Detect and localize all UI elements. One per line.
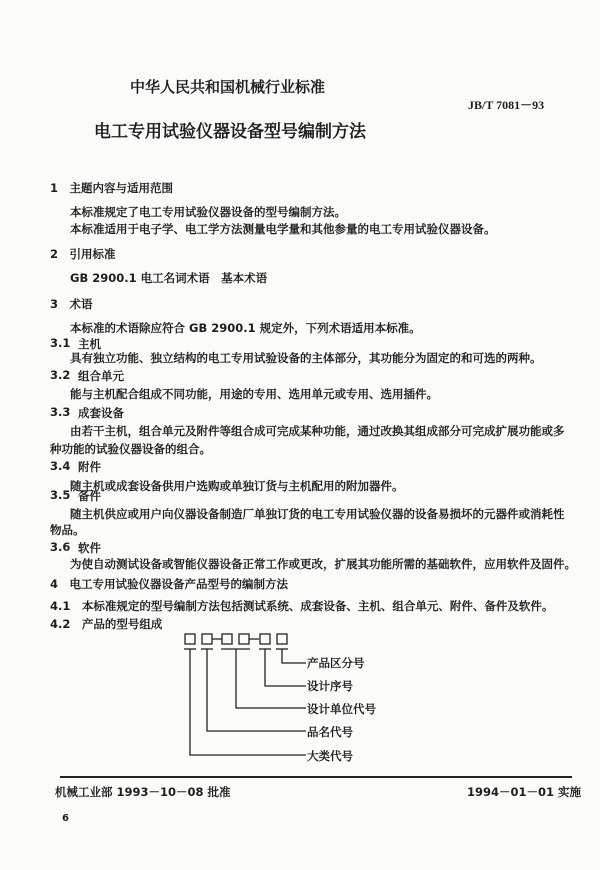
term-name: 备件 <box>78 489 101 503</box>
diagram-label: 设计单位代号 <box>307 702 376 716</box>
term-number: 3.2 <box>50 368 71 382</box>
diagram-label: 产品区分号 <box>307 656 365 670</box>
diagram-label: 大类代号 <box>307 749 353 763</box>
term-name: 成套设备 <box>78 406 124 420</box>
section-heading: 1 主题内容与适用范围 <box>50 181 174 195</box>
term-name: 组合单元 <box>78 369 124 383</box>
paragraph: GB 2900.1 电工名词术语 基本术语 <box>70 271 268 285</box>
approval-date: 机械工业部 1993－10－08 批准 <box>55 785 231 799</box>
term-text: 随主机或成套设备供用户选购或单独订货与主机配用的附加器件。 <box>70 479 404 493</box>
issuing-body: 中华人民共和国机械行业标准 <box>130 78 326 96</box>
term-number: 3.3 <box>50 405 71 419</box>
standard-code: JB/T 7081－93 <box>468 98 545 112</box>
page-number: 6 <box>62 813 69 824</box>
term-number: 3.5 <box>50 488 71 502</box>
document-title: 电工专用试验仪器设备型号编制方法 <box>94 122 366 142</box>
term-name: 附件 <box>78 460 101 474</box>
paragraph: 本标准的术语除应符合 GB 2900.1 规定外，下列术语适用本标准。 <box>70 321 421 335</box>
term-text: 具有独立功能、独立结构的电工专用试验设备的主体部分，其功能分为固定的和可选的两种。 <box>70 351 542 365</box>
term-number: 3.6 <box>50 540 71 554</box>
section-heading: 3 术语 <box>50 297 93 311</box>
effective-date: 1994－01－01 实施 <box>467 785 582 799</box>
term-text: 随主机供应或用户向仪器设备制造厂单独订货的电工专用试验仪器的设备易损坏的元器件或消耗性 <box>70 507 565 521</box>
term-name: 软件 <box>78 541 101 555</box>
diagram-label: 品名代号 <box>307 725 353 739</box>
term-text: 物品。 <box>50 523 85 537</box>
footer-divider <box>60 776 572 778</box>
term-text: 为使自动测试设备或智能仪器设备正常工作或更改，扩展其功能所需的基础软件，应用软件及固件。 <box>70 557 576 571</box>
term-number: 3.4 <box>50 459 71 473</box>
diagram-label: 设计序号 <box>307 679 353 693</box>
term-number: 3.1 <box>50 336 71 350</box>
paragraph: 本标准适用于电子学、电工学方法测量电学量和其他参量的电工专用试验仪器设备。 <box>70 222 496 236</box>
section-heading: 2 引用标准 <box>50 247 116 261</box>
paragraph: 4.2 产品的型号组成 <box>50 617 163 631</box>
section-heading: 4 电工专用试验仪器设备产品型号的编制方法 <box>50 577 288 591</box>
term-text: 能与主机配合组成不同功能，用途的专用、选用单元或专用、选用插件。 <box>70 387 438 401</box>
term-text: 种功能的试验仪器设备的组合。 <box>50 442 211 456</box>
paragraph: 本标准规定了电工专用试验仪器设备的型号编制方法。 <box>70 205 346 219</box>
paragraph: 4.1 本标准规定的型号编制方法包括测试系统、成套设备、主机、组合单元、附件、备件及软件。 <box>50 599 554 613</box>
term-name: 主机 <box>78 337 101 351</box>
term-text: 由若干主机，组合单元及附件等组合成可完成某种功能，通过改换其组成部分可完成扩展功能或多 <box>70 424 565 438</box>
